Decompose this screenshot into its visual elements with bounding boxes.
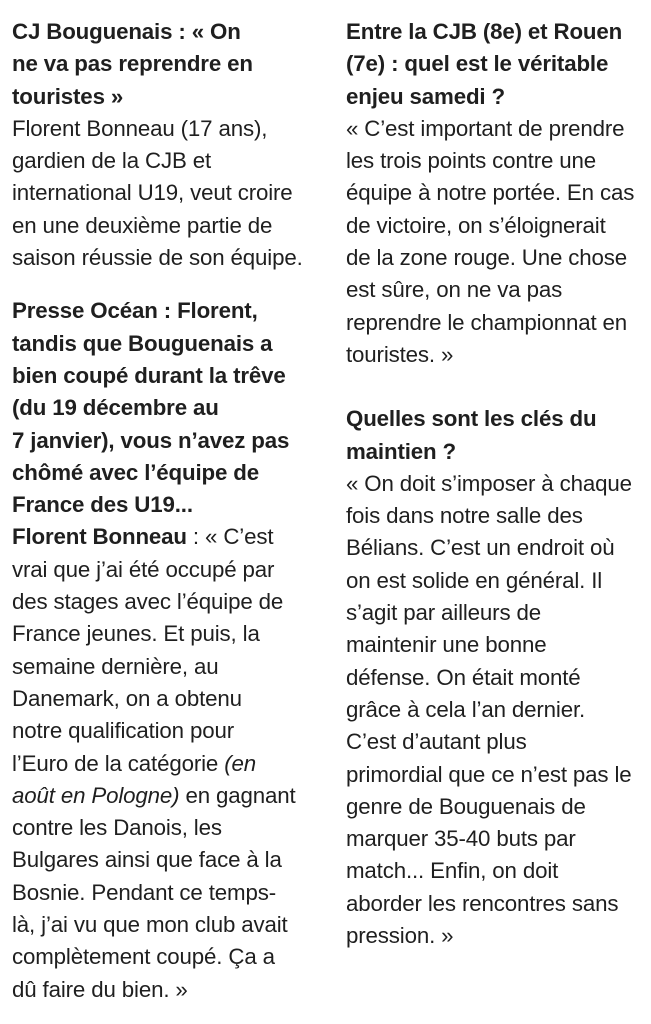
question-line: enjeu samedi ? bbox=[346, 83, 505, 109]
headline-line: touristes » bbox=[12, 83, 124, 109]
speaker-name: Florent Bonneau bbox=[12, 524, 187, 550]
question-2 bbox=[346, 16, 646, 113]
intro-paragraph bbox=[12, 113, 320, 274]
question-line: maintien ? bbox=[346, 438, 456, 464]
question-line: Presse Océan : Florent, bbox=[12, 298, 258, 324]
answer-1 bbox=[12, 521, 320, 1005]
answer-line: dû faire du bien. » bbox=[12, 976, 188, 1002]
answer-line: des stages avec l’équipe de bbox=[12, 589, 284, 615]
question-line: France des U19... bbox=[12, 492, 193, 518]
intro-line: saison réussie de son équipe. bbox=[12, 245, 303, 271]
answer-3 bbox=[346, 468, 646, 952]
answer-line: maintenir une bonne bbox=[346, 632, 547, 658]
answer-line bbox=[12, 521, 320, 553]
question-1 bbox=[12, 295, 320, 521]
answer-line: Bélians. C’est un endroit où bbox=[346, 535, 615, 561]
answer-line: les trois points contre une bbox=[346, 148, 597, 174]
answer-line: équipe à notre portée. En cas bbox=[346, 180, 635, 206]
answer-line: notre qualification pour bbox=[12, 718, 234, 744]
question-3 bbox=[346, 403, 646, 468]
question-line: (7e) : quel est le véritable bbox=[346, 51, 609, 77]
question-line: 7 janvier), vous n’avez pas bbox=[12, 427, 290, 453]
italic-note: (en bbox=[224, 750, 256, 776]
answer-line: « C’est important de prendre bbox=[346, 115, 625, 141]
answer-line: contre les Danois, les bbox=[12, 815, 222, 841]
answer-line: France jeunes. Et puis, la bbox=[12, 621, 260, 647]
answer-text: en gagnant bbox=[179, 782, 296, 808]
answer-line: est sûre, on ne va pas bbox=[346, 277, 563, 303]
answer-line: « On doit s’imposer à chaque bbox=[346, 470, 632, 496]
answer-line: Danemark, on a obtenu bbox=[12, 685, 242, 711]
answer-line bbox=[12, 780, 320, 812]
answer-line: s’agit par ailleurs de bbox=[346, 600, 541, 626]
intro-line: Florent Bonneau (17 ans), bbox=[12, 115, 268, 141]
intro-line: international U19, veut croire bbox=[12, 180, 293, 206]
answer-line: match... Enfin, on doit bbox=[346, 858, 559, 884]
right-column bbox=[346, 16, 646, 952]
answer-line: de la zone rouge. Une chose bbox=[346, 245, 628, 271]
answer-line: primordial que ce n’est pas le bbox=[346, 761, 632, 787]
answer-line: genre de Bouguenais de bbox=[346, 793, 586, 819]
answer-line: défense. On était monté bbox=[346, 664, 581, 690]
answer-line: on est solide en général. Il bbox=[346, 567, 603, 593]
headline-line: ne va pas reprendre en bbox=[12, 51, 253, 77]
answer-line: fois dans notre salle des bbox=[346, 503, 583, 529]
answer-line: touristes. » bbox=[346, 341, 454, 367]
question-line: tandis que Bouguenais a bbox=[12, 330, 273, 356]
question-line: Entre la CJB (8e) et Rouen bbox=[346, 19, 623, 44]
answer-text: l’Euro de la catégorie bbox=[12, 750, 225, 776]
answer-line: grâce à cela l’an dernier. bbox=[346, 696, 586, 722]
answer-line: complètement coupé. Ça a bbox=[12, 944, 275, 970]
spacer bbox=[12, 274, 320, 295]
answer-line: là, j’ai vu que mon club avait bbox=[12, 912, 288, 938]
question-line: bien coupé durant la trêve bbox=[12, 362, 286, 388]
question-line: (du 19 décembre au bbox=[12, 395, 219, 421]
answer-2 bbox=[346, 113, 646, 371]
answer-line: Bulgares ainsi que face à la bbox=[12, 847, 282, 873]
answer-line: pression. » bbox=[346, 923, 454, 949]
answer-line: C’est d’autant plus bbox=[346, 729, 527, 755]
answer-text: : « C’est bbox=[186, 524, 274, 550]
answer-line: marquer 35-40 buts par bbox=[346, 826, 576, 852]
headline-line: CJ Bouguenais : « On bbox=[12, 19, 241, 44]
question-line: chômé avec l’équipe de bbox=[12, 459, 260, 485]
answer-line: reprendre le championnat en bbox=[346, 309, 628, 335]
answer-line: de victoire, on s’éloignerait bbox=[346, 212, 606, 238]
italic-note: août en Pologne) bbox=[12, 782, 180, 808]
intro-line: gardien de la CJB et bbox=[12, 148, 212, 174]
answer-line bbox=[12, 748, 320, 780]
left-column bbox=[12, 16, 320, 1006]
headline bbox=[12, 16, 320, 113]
answer-line: semaine dernière, au bbox=[12, 653, 219, 679]
answer-line: vrai que j’ai été occupé par bbox=[12, 556, 275, 582]
answer-line: Bosnie. Pendant ce temps- bbox=[12, 879, 276, 905]
answer-line: aborder les rencontres sans bbox=[346, 890, 619, 916]
spacer bbox=[346, 371, 646, 403]
question-line: Quelles sont les clés du bbox=[346, 406, 597, 432]
intro-line: en une deuxième partie de bbox=[12, 212, 273, 238]
